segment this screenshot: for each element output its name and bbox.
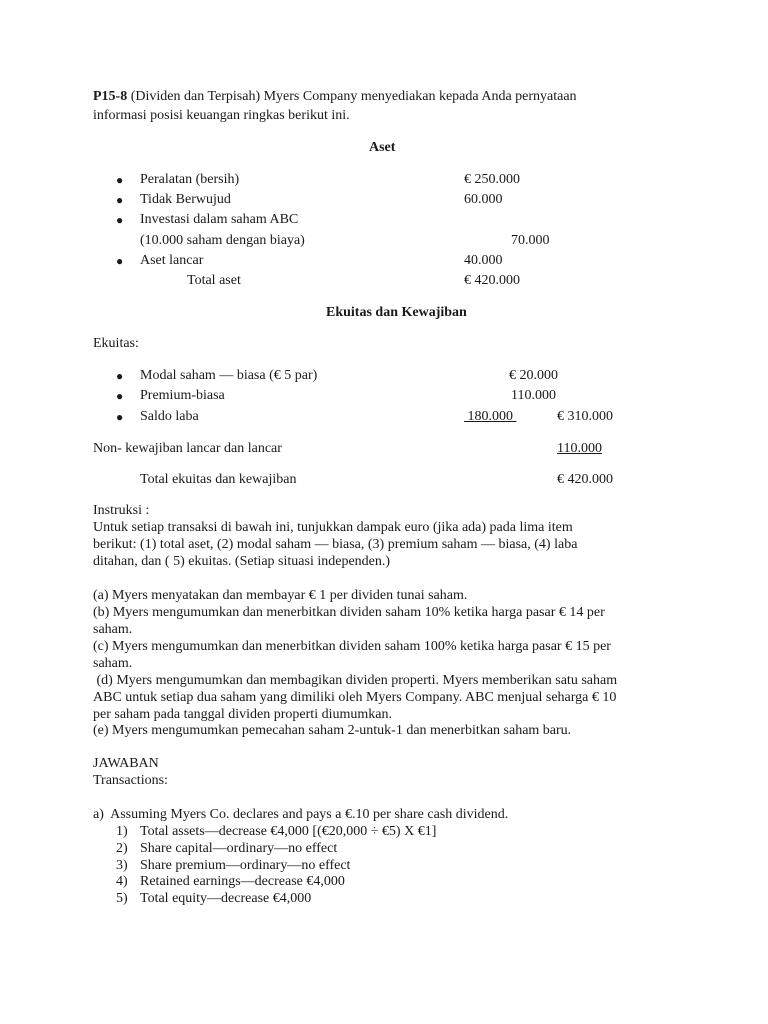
asset-value-equipment: € 250.000 [464,172,520,187]
bullet-icon: ● [116,410,124,424]
answer-a-item-text: Retained earnings—decrease €4,000 [140,874,345,889]
bullet-icon: ● [116,173,124,187]
answer-a-item-num: 1) [116,824,128,839]
instructions-body-line: Untuk setiap transaksi di bawah ini, tunjukkan dampak euro (jika ada) pada lima item [93,520,573,535]
equity-label-premium: Premium-biasa [140,388,225,403]
equity-value-retained: 180.000 [464,409,517,424]
answer-a-item-num: 4) [116,874,128,889]
instruction-item-d: (d) Myers mengumumkan dan membagikan dividen properti. Myers memberikan satu saham [93,673,618,688]
equity-label-retained: Saldo laba [140,409,199,424]
bullet-icon: ● [116,254,124,268]
equity-value-premium: 110.000 [511,388,556,403]
answer-a-item-text: Share capital—ordinary—no effect [140,841,338,856]
asset-value-current: 40.000 [464,253,503,268]
instruction-item-b: (b) Myers mengumumkan dan menerbitkan dividen saham 10% ketika harga pasar € 14 per [93,605,605,620]
answer-subtitle: Transactions: [93,773,168,788]
assets-heading: Aset [369,140,396,155]
equity-heading: Ekuitas dan Kewajiban [326,305,467,320]
problem-intro-line2: informasi posisi keuangan ringkas berikut ini. [93,108,350,123]
bullet-icon: ● [116,369,124,383]
asset-label-total: Total aset [187,273,241,288]
problem-intro-line1 [93,88,577,105]
asset-label-investment-detail: (10.000 saham dengan biaya) [140,233,305,248]
answer-a-item-text: Total equity—decrease €4,000 [140,891,312,906]
instruction-item-e: (e) Myers mengumumkan pemecahan saham 2-untuk-1 dan menerbitkan saham baru. [93,723,572,738]
asset-value-intangibles: 60.000 [464,192,503,207]
equity-value-share-capital: € 20.000 [509,368,558,383]
asset-value-investment: 70.000 [511,233,550,248]
equity-label-share-capital: Modal saham — biasa (€ 5 par) [140,368,318,383]
liabilities-label: Non- kewajiban lancar dan lancar [93,441,282,456]
instruction-item-d-cont: ABC untuk setiap dua saham yang dimiliki oleh Myers Company. ABC menjual seharga € 10 [93,690,617,705]
instructions-body-line: ditahan, dan ( 5) ekuitas. (Setiap situasi independen.) [93,554,391,569]
equity-subheading: Ekuitas: [93,336,139,351]
bullet-icon: ● [116,193,124,207]
answer-a-item-text: Share premium—ordinary—no effect [140,858,351,873]
answer-a-item-num: 3) [116,858,128,873]
bullet-icon: ● [116,389,124,403]
problem-code: P15-8 [93,89,128,104]
asset-label-equipment: Peralatan (bersih) [140,172,240,187]
asset-label-current: Aset lancar [140,253,204,268]
instructions-title: Instruksi : [93,503,150,518]
asset-label-intangibles: Tidak Berwujud [140,192,231,207]
answer-a-item-text: Total assets—decrease €4,000 [(€20,000 ÷ €5) X €1] [140,824,437,839]
bullet-icon: ● [116,213,124,227]
instructions-body-line: berikut: (1) total aset, (2) modal saham — biasa, (3) premium saham — biasa, (4) laba [93,537,578,552]
answer-a-line: a) Assuming Myers Co. declares and pays a €.10 per share cash dividend. [93,807,509,822]
liabilities-value: 110.000 [557,441,602,456]
problem-intro-text: (Dividen dan Terpisah) Myers Company menyediakan kepada Anda pernyataan [127,89,577,104]
instruction-item-c: (c) Myers mengumumkan dan menerbitkan dividen saham 100% ketika harga pasar € 15 per [93,639,611,654]
instruction-item-b-cont: saham. [93,622,133,637]
instruction-item-c-cont: saham. [93,656,133,671]
answer-a-item-num: 2) [116,841,128,856]
answer-title: JAWABAN [93,756,159,771]
total-equity-liabilities-value: € 420.000 [557,472,613,487]
instruction-item-d-cont: per saham pada tanggal dividen properti diumumkan. [93,707,392,722]
asset-value-total: € 420.000 [464,273,520,288]
asset-label-investment: Investasi dalam saham ABC [140,212,299,227]
total-equity-liabilities-label: Total ekuitas dan kewajiban [140,472,297,487]
equity-total-subtotal: € 310.000 [557,409,613,424]
answer-a-item-num: 5) [116,891,128,906]
instruction-item-a: (a) Myers menyatakan dan membayar € 1 per dividen tunai saham. [93,588,468,603]
